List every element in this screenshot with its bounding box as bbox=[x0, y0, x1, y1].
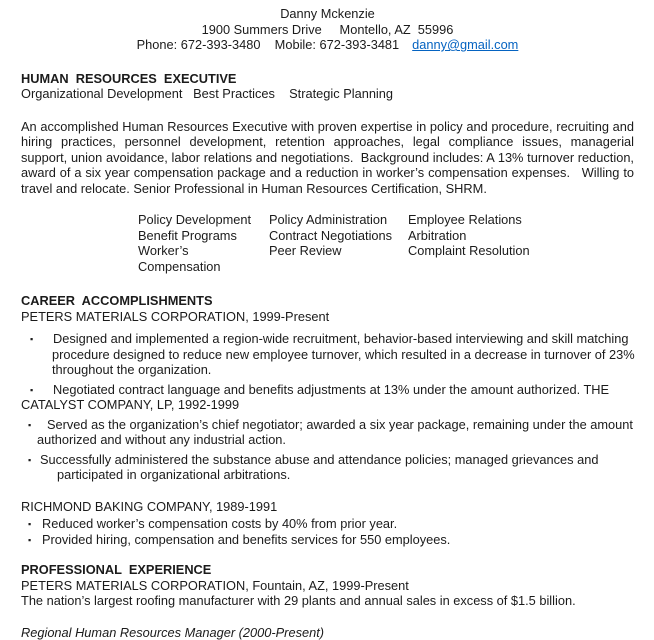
company-description: The nation’s largest roofing manufacturer with 29 plants and annual sales in excess of $1.5 billion. bbox=[21, 593, 634, 609]
job-role-title: Regional Human Resources Manager (2000-Present) bbox=[21, 625, 634, 640]
company-catalyst bbox=[21, 397, 634, 413]
bullet-marker: ▪ bbox=[28, 533, 31, 549]
bullet-text: Negotiated contract language and benefits adjustments at 13% under the amount authorized. THE bbox=[53, 382, 609, 397]
bullet-text: procedure designed to reduce new employee turnover, which resulted in a decrease in turnover of 23% bbox=[52, 347, 635, 362]
company-peters-fountain: PETERS MATERIALS CORPORATION, Fountain, AZ, 1999-Present bbox=[21, 578, 634, 594]
skill-item: Benefit Programs bbox=[138, 228, 269, 244]
bullet-item bbox=[21, 452, 634, 468]
bullet-text: Provided hiring, compensation and benefits services for 550 employees. bbox=[42, 532, 450, 547]
bullet-continuation bbox=[21, 347, 634, 363]
bullet-marker: ▪ bbox=[28, 517, 31, 533]
skill-item: Policy Development bbox=[138, 212, 269, 228]
bullet-continuation bbox=[21, 432, 634, 448]
skill-item: Employee Relations bbox=[408, 212, 634, 228]
bullet-text: Served as the organization’s chief negotiator; awarded a six year package, remaining under the amount bbox=[47, 417, 633, 432]
bullet-marker: ▪ bbox=[30, 383, 33, 399]
bullet-item bbox=[21, 532, 634, 548]
skill-item: Arbitration bbox=[408, 228, 634, 244]
skill-item: Peer Review bbox=[269, 243, 408, 274]
bullet-continuation bbox=[21, 467, 634, 483]
skills-matrix bbox=[21, 212, 634, 274]
contact-address: 1900 Summers Drive Montello, AZ 55996 bbox=[21, 22, 634, 38]
contact-header bbox=[21, 6, 634, 53]
skill-item: Policy Administration bbox=[269, 212, 408, 228]
summary-paragraph: An accomplished Human Resources Executive with proven expertise in policy and procedure, recruiting and hiring practices, personnel development, retention approaches, legal compliance issues, managerial support, union avoidance, labor relations and negotiations. Background includes: A 13% turnover reduction, award of a six year compensation package and a reduction in worker’s compensation expenses. Willing to travel and relocate. Senior Professional in Human Resources Certification, SHRM. bbox=[21, 119, 634, 197]
bullet-text: Successfully administered the substance abuse and attendance policies; managed grievances and bbox=[40, 452, 598, 467]
skill-item: Worker’s Compensation bbox=[138, 243, 269, 274]
career-bullets bbox=[21, 331, 634, 483]
bullet-item bbox=[21, 331, 634, 347]
contact-name: Danny Mckenzie bbox=[21, 6, 634, 22]
bullet-item bbox=[21, 417, 634, 433]
bullet-text: Reduced worker’s compensation costs by 40% from prior year. bbox=[42, 516, 397, 531]
bullet-text: participated in organizational arbitrations. bbox=[57, 467, 290, 482]
bullet-marker: ▪ bbox=[28, 453, 31, 469]
title-heading: HUMAN RESOURCES EXECUTIVE bbox=[21, 71, 634, 87]
bullet-marker: ▪ bbox=[28, 418, 31, 434]
phone-numbers: Phone: 672-393-3480 Mobile: 672-393-3481 bbox=[137, 37, 400, 52]
bullet-marker: ▪ bbox=[30, 332, 33, 348]
contact-phone-line bbox=[21, 37, 634, 53]
company-text: CATALYST COMPANY, LP, 1992-1999 bbox=[21, 397, 239, 412]
bullet-text: Designed and implemented a region-wide recruitment, behavior-based interviewing and skill matching bbox=[53, 331, 628, 346]
company-peters-materials: PETERS MATERIALS CORPORATION, 1999-Present bbox=[21, 309, 634, 325]
skill-item: Complaint Resolution bbox=[408, 243, 634, 274]
company-richmond-baking: RICHMOND BAKING COMPANY, 1989-1991 bbox=[21, 499, 634, 515]
title-subheading: Organizational Development Best Practices Strategic Planning bbox=[21, 86, 634, 102]
skill-item: Contract Negotiations bbox=[269, 228, 408, 244]
bullet-continuation bbox=[21, 362, 634, 378]
email-link[interactable]: danny@gmail.com bbox=[412, 37, 518, 52]
bullet-text: authorized and without any industrial action. bbox=[37, 432, 286, 447]
section-heading-experience: PROFESSIONAL EXPERIENCE bbox=[21, 562, 634, 578]
section-heading-career: CAREER ACCOMPLISHMENTS bbox=[21, 293, 634, 309]
bullet-item bbox=[21, 382, 634, 398]
bullet-item bbox=[21, 516, 634, 532]
bullet-text: throughout the organization. bbox=[52, 362, 211, 377]
